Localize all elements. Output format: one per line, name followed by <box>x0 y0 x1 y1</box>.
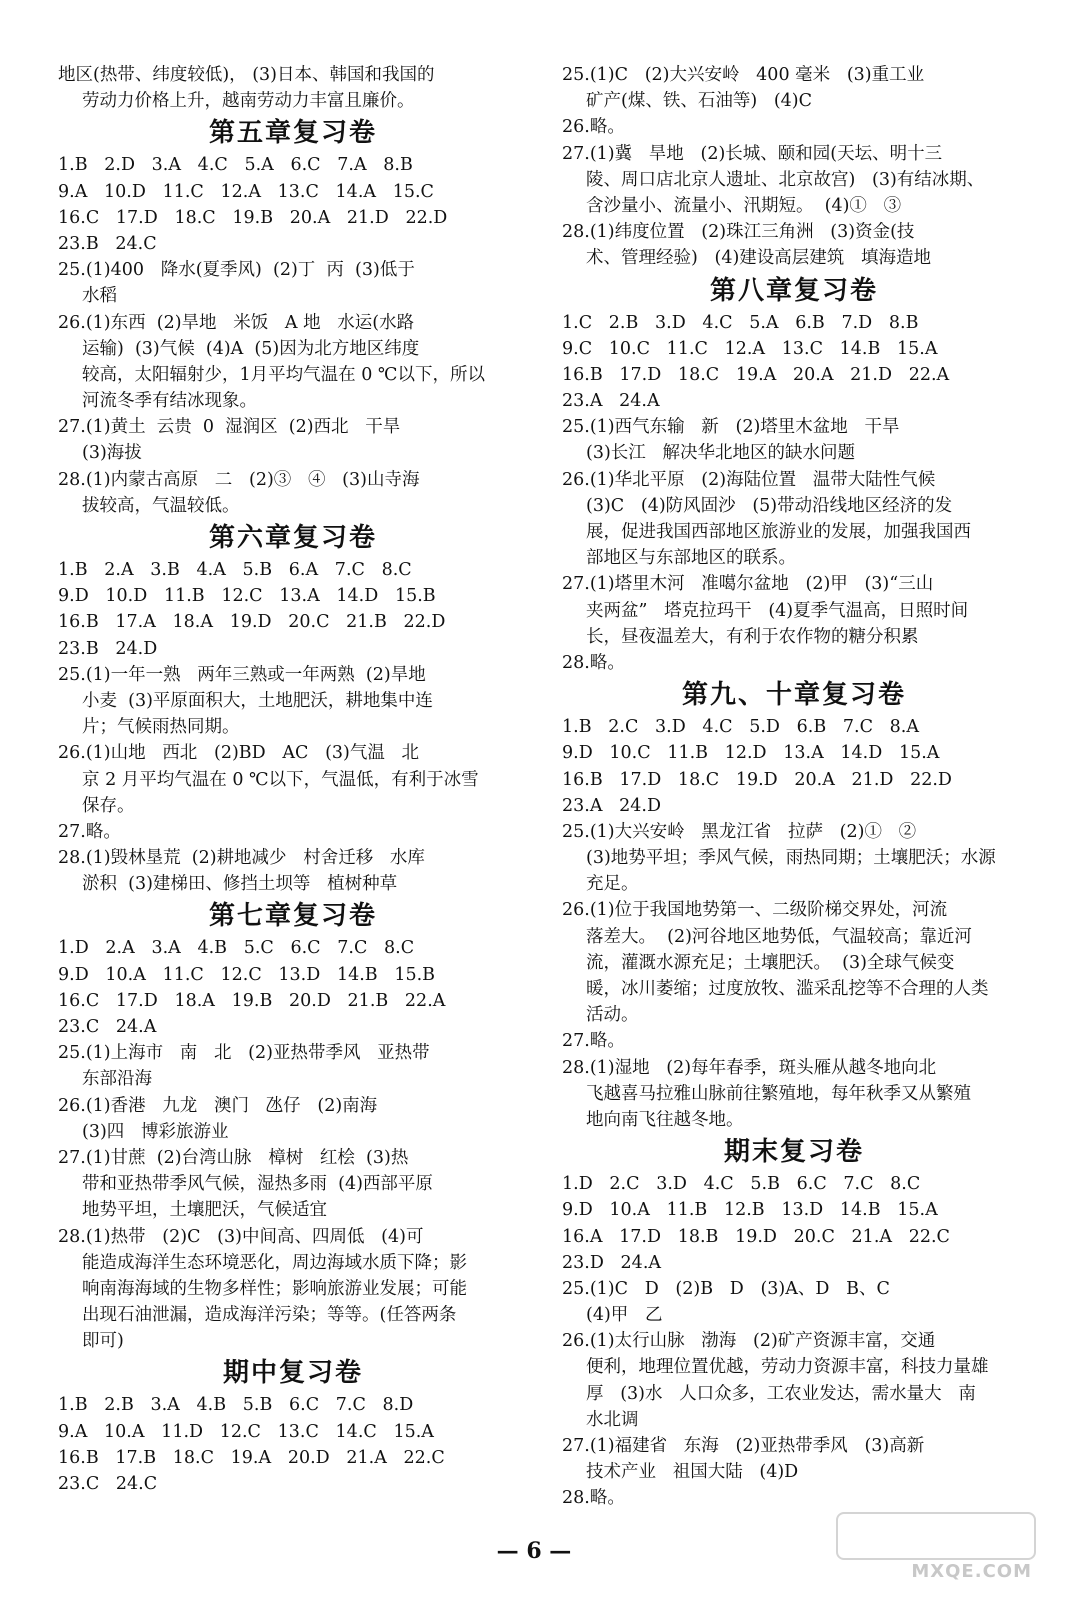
answer-line: 1.D 2.A 3.A 4.B 5.C 6.C 7.C 8.C <box>58 938 415 959</box>
section-heading: 第八章复习卷 <box>709 275 878 306</box>
answer-line: 劳动力价格上升，越南劳动力丰富且廉价。 <box>82 91 415 112</box>
answer-line: 陵、周口店北京人遗址、北京故宫) (3)有结冰期、 <box>586 169 985 190</box>
section-heading: 第六章复习卷 <box>208 523 377 553</box>
answer-line: 9.D 10.C 11.B 12.D 13.A 14.D 15.A <box>562 743 940 764</box>
answer-line: 16.C 17.D 18.C 19.B 20.A 21.D 22.D <box>58 207 448 228</box>
answer-line: 9.D 10.A 11.B 12.B 13.D 14.B 15.A <box>562 1200 938 1221</box>
answer-line: 25.(1)一年一熟 两年三熟或一年两熟 (2)旱地 <box>58 664 426 685</box>
answer-line: 水稻 <box>82 286 117 307</box>
answer-line: 水北调 <box>586 1409 639 1430</box>
answer-line: 地区(热带、纬度较低)， (3)日本、韩国和我国的 <box>58 65 435 85</box>
answer-line: 即可) <box>82 1331 124 1352</box>
answer-line: 16.B 17.A 18.A 19.D 20.C 21.B 22.D <box>58 612 446 633</box>
answer-line: 活动。 <box>586 1005 639 1026</box>
answer-line: 26.(1)华北平原 (2)海陆位置 温带大陆性气候 <box>562 469 936 490</box>
answer-line: 运输) (3)气候 (4)A (5)因为北方地区纬度 <box>82 338 420 359</box>
section-heading: 期末复习卷 <box>723 1137 864 1168</box>
answer-line: 技术产业 祖国大陆 (4)D <box>586 1462 799 1483</box>
answer-line: 28.略。 <box>562 652 625 673</box>
answer-line: 9.D 10.D 11.B 12.C 13.A 14.D 15.B <box>58 586 436 607</box>
answer-line: 16.B 17.B 18.C 19.A 20.D 21.A 22.C <box>58 1447 445 1468</box>
answer-line: 23.C 24.A <box>58 1017 157 1037</box>
answer-line: (4)甲 乙 <box>586 1305 663 1326</box>
answer-line: 1.B 2.C 3.D 4.C 5.D 6.B 7.C 8.A <box>562 717 919 738</box>
answer-line: 26.(1)位于我国地势第一、二级阶梯交界处，河流 <box>562 900 948 921</box>
watermark-logo <box>836 1512 1036 1582</box>
answer-line: 较高，太阳辐射少，1月平均气温在 0 ℃以下，所以 <box>82 364 485 385</box>
answer-line: 16.B 17.D 18.C 19.D 20.A 21.D 22.D <box>562 769 952 790</box>
answer-line: (3)C (4)防风固沙 (5)带动沿线地区经济的发 <box>586 495 953 516</box>
answer-line: 16.C 17.D 18.A 19.B 20.D 21.B 22.A <box>58 990 446 1011</box>
answer-line: 23.C 24.C <box>58 1474 158 1494</box>
answer-line: 淤积 (3)建梯田、修挡土坝等 植树种草 <box>82 874 398 895</box>
answer-line: 地向南飞往越冬地。 <box>586 1109 744 1130</box>
answer-line: 27.略。 <box>562 1031 625 1052</box>
section-heading: 第九、十章复习卷 <box>681 680 906 711</box>
answer-line: 长，昼夜温差大，有利于农作物的糖分积累 <box>586 626 919 647</box>
answer-line: 便利，地理位置优越，劳动力资源丰富，科技力量雄 <box>586 1357 989 1378</box>
answer-line: 16.B 17.D 18.C 19.A 20.A 21.D 22.A <box>562 364 950 385</box>
answer-line: (3)四 博彩旅游业 <box>82 1121 229 1142</box>
answer-line: 拔较高，气温较低。 <box>82 495 240 516</box>
watermark-badge-icon <box>836 1512 1036 1560</box>
answer-line: 地势平坦，土壤肥沃，气候适宜 <box>82 1200 327 1221</box>
answer-line: 小麦 (3)平原面积大，土地肥沃，耕地集中连 <box>82 690 433 711</box>
page-number: — 6 — <box>496 1538 572 1564</box>
answer-line: 27.(1)福建省 东海 (2)亚热带季风 (3)高新 <box>562 1436 925 1456</box>
answer-line: 9.D 10.A 11.C 12.C 13.D 14.B 15.B <box>58 964 436 985</box>
left-column <box>58 62 528 1497</box>
section-heading: 期中复习卷 <box>222 1358 363 1389</box>
answer-line: 25.(1)上海市 南 北 (2)亚热带季风 亚热带 <box>58 1043 430 1064</box>
answer-line: 28.(1)毁林垦荒 (2)耕地减少 村舍迁移 水库 <box>58 848 425 869</box>
answer-line: 28.略。 <box>562 1488 625 1509</box>
answer-line: 27.(1)塔里木河 准噶尔盆地 (2)甲 (3)“三山 <box>562 574 934 595</box>
answer-line: 保存。 <box>82 795 135 816</box>
answer-line: 9.A 10.D 11.C 12.A 13.C 14.A 15.C <box>58 181 434 202</box>
answer-line: 展，促进我国西部地区旅游业的发展，加强我国西 <box>586 522 971 542</box>
answer-line: 27.略。 <box>58 821 121 842</box>
answer-line: 27.(1)甘蔗 (2)台湾山脉 樟树 红桧 (3)热 <box>58 1147 409 1168</box>
answer-line: 25.(1)西气东输 新 (2)塔里木盆地 干旱 <box>562 417 900 438</box>
answer-line: (3)长江 解决华北地区的缺水问题 <box>586 443 855 464</box>
watermark-text: MXQE.COM <box>911 1561 1032 1582</box>
answer-line: 术、管理经验) (4)建设高层建筑 填海造地 <box>586 248 931 269</box>
section-heading: 第五章复习卷 <box>208 118 377 149</box>
answer-line: 25.(1)C D (2)B D (3)A、D B、C <box>562 1278 890 1299</box>
answer-line: 含沙量小、流量小、汛期短。 (4)① ③ <box>586 195 902 216</box>
answer-line: 26.略。 <box>562 117 625 138</box>
answer-line: 能造成海洋生态环境恶化，周边海域水质下降；影 <box>82 1252 467 1273</box>
answer-line: 23.B 24.C <box>58 233 157 254</box>
answer-line: 充足。 <box>586 874 639 895</box>
answer-line: 26.(1)东西 (2)旱地 米饭 A 地 水运(水路 <box>58 312 415 333</box>
answer-line: 26.(1)山地 西北 (2)BD AC (3)气温 北 <box>58 743 420 764</box>
answer-line: 23.A 24.D <box>562 795 662 816</box>
answer-line: 部地区与东部地区的联系。 <box>586 548 796 569</box>
answer-line: 28.(1)热带 (2)C (3)中间高、四周低 (4)可 <box>58 1226 424 1247</box>
answer-line: 25.(1)大兴安岭 黑龙江省 拉萨 (2)① ② <box>562 821 917 842</box>
answer-line: 26.(1)太行山脉 渤海 (2)矿产资源丰富，交通 <box>562 1331 936 1352</box>
answer-line: 28.(1)湿地 (2)每年春季，斑头雁从越冬地向北 <box>562 1057 937 1078</box>
answer-line: 16.A 17.D 18.B 19.D 20.C 21.A 22.C <box>562 1226 950 1247</box>
answer-line: 28.(1)纬度位置 (2)珠江三角洲 (3)资金(技 <box>562 222 915 243</box>
answer-line: 带和亚热带季风气候，湿热多雨 (4)西部平原 <box>82 1174 433 1195</box>
answer-line: 片；气候雨热同期。 <box>82 717 240 738</box>
answer-line: 28.(1)内蒙古高原 二 (2)③ ④ (3)山寺海 <box>58 469 420 490</box>
answer-line: 1.C 2.B 3.D 4.C 5.A 6.B 7.D 8.B <box>562 312 919 333</box>
answer-line: (3)海拔 <box>82 443 142 464</box>
answer-line: 1.B 2.B 3.A 4.B 5.B 6.C 7.C 8.D <box>58 1395 414 1416</box>
answer-line: 1.B 2.D 3.A 4.C 5.A 6.C 7.A 8.B <box>58 155 413 176</box>
answer-line: 9.C 10.C 11.C 12.A 13.C 14.B 15.A <box>562 338 938 359</box>
answer-line: 落差大。 (2)河谷地区地势低，气温较高；靠近河 <box>586 926 972 947</box>
answer-line: 23.A 24.A <box>562 391 660 412</box>
answer-line: 1.B 2.A 3.B 4.A 5.B 6.A 7.C 8.C <box>58 560 412 580</box>
answer-line: 飞越喜马拉雅山脉前往繁殖地，每年秋季又从繁殖 <box>586 1083 971 1104</box>
answer-line: 矿产(煤、铁、石油等) (4)C <box>586 91 813 112</box>
answer-line: 暖，冰川萎缩；过度放牧、滥采乱挖等不合理的人类 <box>586 979 989 999</box>
answer-line: 23.B 24.D <box>58 638 158 659</box>
answer-line: 河流冬季有结冰现象。 <box>82 391 257 412</box>
answer-line: 流，灌溉水源充足；土壤肥沃。 (3)全球气候变 <box>586 952 955 973</box>
answer-line: 27.(1)冀 旱地 (2)长城、颐和园(天坛、明十三 <box>562 143 943 164</box>
answer-line: 25.(1)400 降水(夏季风) (2)丁 丙 (3)低于 <box>58 260 415 281</box>
answer-line: 夹两盆” 塔克拉玛干 (4)夏季气温高，日照时间 <box>586 600 969 621</box>
answer-line: 出现石油泄漏，造成海洋污染；等等。(任答两条 <box>82 1305 457 1326</box>
answer-line: 厚 (3)水 人口众多，工农业发达，需水量大 南 <box>586 1383 976 1404</box>
answer-line: 东部沿海 <box>82 1069 152 1090</box>
right-column <box>562 62 1026 1512</box>
answer-line: 25.(1)C (2)大兴安岭 400 毫米 (3)重工业 <box>562 65 925 85</box>
answer-line: 京 2 月平均气温在 0 ℃以下，气温低，有利于冰雪 <box>82 769 479 790</box>
answer-line: 27.(1)黄土 云贵 0 湿润区 (2)西北 干旱 <box>58 417 401 438</box>
section-heading: 第七章复习卷 <box>208 901 377 932</box>
answer-line: 9.A 10.A 11.D 12.C 13.C 14.C 15.A <box>58 1421 434 1442</box>
answer-line: 响南海海域的生物多样性；影响旅游业发展；可能 <box>82 1278 467 1299</box>
answer-line: (3)地势平坦；季风气候，雨热同期；土壤肥沃；水源 <box>586 848 996 869</box>
answer-line: 23.D 24.A <box>562 1252 662 1273</box>
answer-line: 26.(1)香港 九龙 澳门 氹仔 (2)南海 <box>58 1095 378 1116</box>
answer-line: 1.D 2.C 3.D 4.C 5.B 6.C 7.C 8.C <box>562 1174 921 1195</box>
